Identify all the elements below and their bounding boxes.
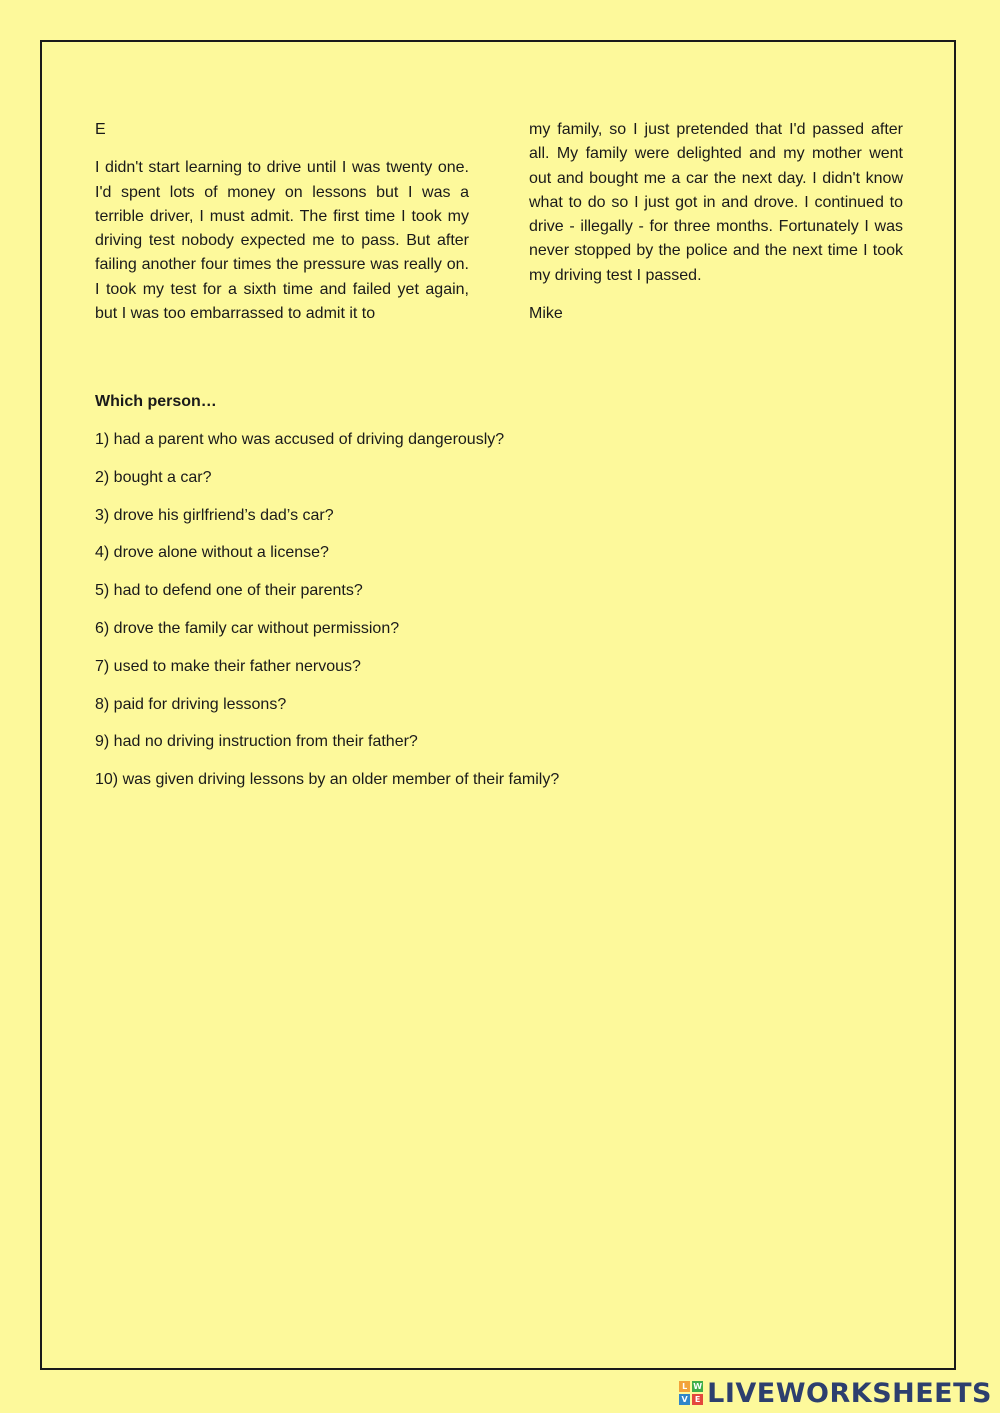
questions-heading: Which person… xyxy=(95,393,217,410)
logo-tile: V xyxy=(679,1394,690,1405)
question-item: 1) had a parent who was accused of driving dangerously? xyxy=(95,431,505,448)
question-item: 4) drove alone without a license? xyxy=(95,544,329,562)
logo-tile: E xyxy=(692,1394,703,1405)
logo-tile: W xyxy=(693,1382,703,1391)
questions-section xyxy=(95,390,795,806)
question-item: 2) bought a car? xyxy=(95,468,212,486)
story-text-left: I didn't start learning to drive until I was twenty one. I'd spent lots of money on lessons but I was a terrible driver, I must admit. The first time I took my driving test nobody expected me to pass. But after failing another four times the pressure was really on. I took my test for a sixth time and failed yet again, but I was too embarrassed to admit it to xyxy=(95,159,469,323)
questions-list xyxy=(95,428,795,792)
story-letter: E xyxy=(95,121,106,138)
logo-tile: L xyxy=(679,1381,690,1392)
question-item: 6) drove the family car without permission? xyxy=(95,619,400,637)
story-left-column xyxy=(95,118,469,326)
question-item: 8) paid for driving lessons? xyxy=(95,695,287,713)
question-item: 9) had no driving instruction from their father? xyxy=(95,733,418,751)
liveworksheets-wordmark: LIVEWORKSHEETS xyxy=(707,1377,992,1409)
story-signature: Mike xyxy=(529,305,563,323)
question-item: 3) drove his girlfriend’s dad’s car? xyxy=(95,506,334,524)
question-item: 5) had to defend one of their parents? xyxy=(95,582,363,600)
liveworksheets-logo-icon xyxy=(679,1381,703,1405)
story-right-column xyxy=(529,118,903,326)
question-item: 10) was given driving lessons by an older member of their family? xyxy=(95,771,560,789)
story-text-right: my family, so I just pretended that I'd passed after all. My family were delighted and my mother went out and bought me a car the next day. I didn't know what to do so I just got in and drove. I continued to drive - illegally - for three months. Fortunately I was never stopped by the police and the next time I took my driving test I passed. xyxy=(529,121,903,284)
question-item: 7) used to make their father nervous? xyxy=(95,657,361,675)
liveworksheets-brand[interactable] xyxy=(679,1375,992,1411)
